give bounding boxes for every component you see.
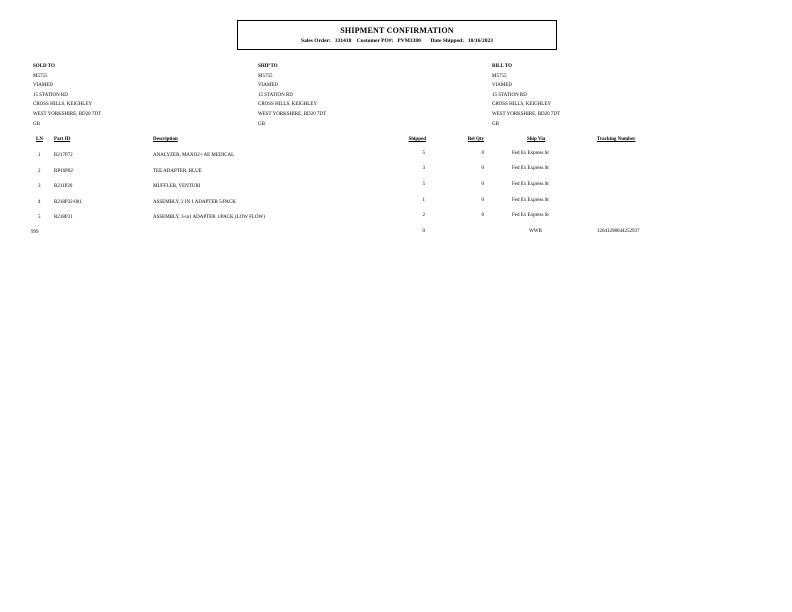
ship-to-line: 15 STATION RD <box>258 92 293 98</box>
row-2-bo-qty: 0 <box>481 166 484 171</box>
sold-to-line: WEST YORKSHIRE, BD20 7DT <box>33 111 102 117</box>
column-header-description: Description <box>153 137 178 142</box>
bill-to-line: M5755 <box>492 73 507 79</box>
row-5-ship-via: Fed Ex Express St <box>512 213 549 218</box>
row-5-part-id: R218P31 <box>54 215 73 220</box>
ship-to-line: CROSS HILLS, KEIGHLEY <box>258 102 318 108</box>
sold-to-line: 15 STATION RD <box>33 92 68 98</box>
row-4-shipped: 1 <box>422 198 425 203</box>
order-info <box>238 38 556 44</box>
bill-to-line: WEST YORKSHIRE, BD20 7DT <box>492 111 561 117</box>
sold-to-block <box>33 62 101 129</box>
footer-shipped: 0 <box>422 229 425 234</box>
ship-to-line: GB <box>258 121 265 127</box>
column-header-part-id: Part ID <box>54 137 71 142</box>
ship-to-line: VIAMED <box>258 83 278 89</box>
row-2-description: TEE ADAPTER, BLUE <box>153 169 202 174</box>
row-4-description: ASSEMBLY, 2 IN 1 ADAPTER 5/PACK <box>153 200 236 205</box>
document-title: SHIPMENT CONFIRMATION <box>340 26 454 35</box>
row-3-description: MUFFLER, VENTURI <box>153 184 201 189</box>
column-header-ln: LN <box>36 137 43 142</box>
row-5-description: ASSEMBLY, 3-in1 ADAPTER 1/PACK (LOW FLOW) <box>153 215 265 220</box>
row-1-ln: 1 <box>38 153 41 158</box>
bill-to-block <box>492 62 560 129</box>
ship-to-line: M5755 <box>258 73 273 79</box>
row-3-ship-via: Fed Ex Express St <box>512 182 549 187</box>
column-header-shipped: Shipped <box>408 137 426 142</box>
footer-tracking-number: 12041298044252937 <box>597 229 640 234</box>
customer-po-label: Customer PO#: <box>356 38 394 44</box>
row-2-ln: 2 <box>38 169 41 174</box>
row-5-ln: 5 <box>38 215 41 220</box>
row-3-bo-qty: 0 <box>481 182 484 187</box>
row-4-part-id: R218P32-001 <box>54 200 82 205</box>
date-shipped-value: 10/16/2023 <box>467 38 493 44</box>
sold-to-line: GB <box>33 121 40 127</box>
sales-order-value: 331418 <box>334 38 352 44</box>
sold-to-line: VIAMED <box>33 83 53 89</box>
column-header-bo-qty: Bel Qty <box>467 137 484 142</box>
row-1-shipped: 5 <box>422 151 425 156</box>
row-3-shipped: 5 <box>422 182 425 187</box>
sales-order-label: Sales Order: <box>301 38 331 44</box>
row-1-ship-via: Fed Ex Express St <box>512 151 549 156</box>
sold-to-line: CROSS HILLS, KEIGHLEY <box>33 102 93 108</box>
customer-po-value: PVM3380 <box>397 38 421 44</box>
sold-to-line: M5755 <box>33 73 48 79</box>
bill-to-heading: BILL TO <box>492 64 512 69</box>
row-1-bo-qty: 0 <box>481 151 484 156</box>
date-shipped-label: Date Shipped: <box>430 38 464 44</box>
column-header-ship-via: Ship Via <box>527 137 546 142</box>
row-2-part-id: RP16P02 <box>54 169 73 174</box>
column-header-tracking: Tracking Number <box>597 137 636 142</box>
row-5-bo-qty: 0 <box>481 213 484 218</box>
row-4-ship-via: Fed Ex Express St <box>512 198 549 203</box>
row-1-description: ANALYZER, MAXO2+ AE MEDICAL <box>153 153 235 158</box>
ship-to-line: WEST YORKSHIRE, BD20 7DT <box>258 111 327 117</box>
footer-ln: 999 <box>31 230 39 235</box>
ship-to-block <box>258 62 326 129</box>
row-2-ship-via: Fed Ex Express St <box>512 166 549 171</box>
header-box <box>237 20 557 50</box>
ship-to-heading: SHIP TO <box>258 64 278 69</box>
row-5-shipped: 2 <box>422 213 425 218</box>
bill-to-line: CROSS HILLS, KEIGHLEY <box>492 102 552 108</box>
row-4-bo-qty: 0 <box>481 198 484 203</box>
bill-to-line: GB <box>492 121 499 127</box>
bill-to-line: VIAMED <box>492 83 512 89</box>
row-3-part-id: R211P20 <box>54 184 73 189</box>
row-3-ln: 3 <box>38 184 41 189</box>
sold-to-heading: SOLD TO <box>33 64 55 69</box>
footer-ship-via: WWB <box>529 229 542 234</box>
row-4-ln: 4 <box>38 200 41 205</box>
bill-to-line: 15 STATION RD <box>492 92 527 98</box>
row-1-part-id: R217P72 <box>54 153 73 158</box>
row-2-shipped: 3 <box>422 166 425 171</box>
